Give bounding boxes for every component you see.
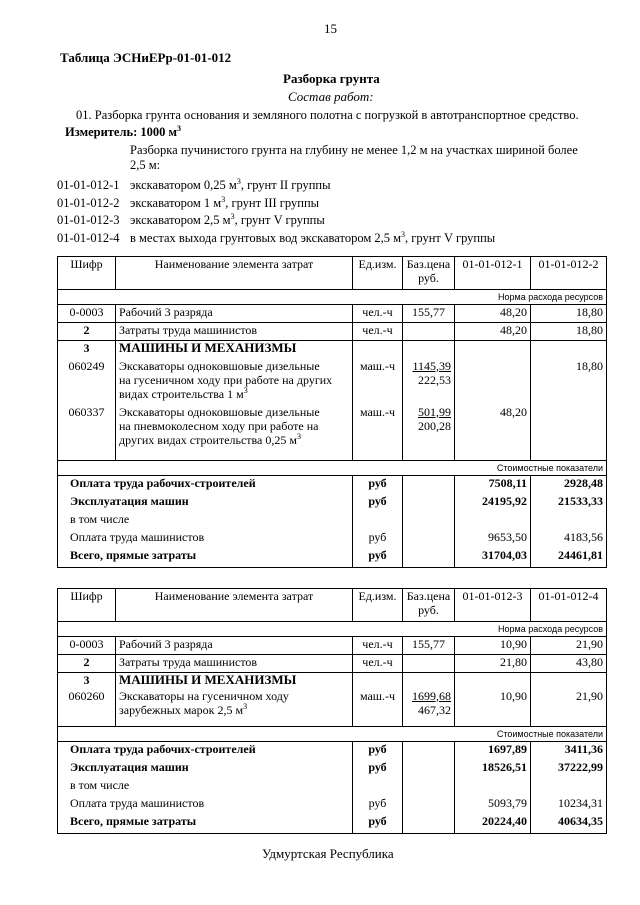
cost-row: Эксплуатация машин руб 18526,51 37222,99 [58, 760, 607, 778]
code-list-item: 01-01-012-1 экскаватором 0,25 $м^3$, грунт II группы [57, 176, 331, 192]
code-list-item: 01-01-012-4 в местах выхода грунтовых вод экскаватором 2,5 $м^3$, грунт V группы [57, 229, 496, 245]
code-list-item: 01-01-012-3 экскаватором 2,5 $м^3$, грунт V группы [57, 211, 325, 227]
norm-caption: Норма расхода ресурсов [58, 290, 607, 305]
cost-row: Всего, прямые затраты руб 20224,40 40634,35 [58, 814, 607, 834]
header-cipher: Шифр [58, 589, 116, 622]
machines-header-row: 3 МАШИНЫ И МЕХАНИЗМЫ [58, 341, 607, 359]
resource-table-2 [57, 588, 607, 834]
table-row: 060249 Экскаваторы одноковшовые дизельные на гусеничном ходу при работе на других видах строительства 1 $м^3$ маш.-ч 1145,39 222,53 18,80 [58, 359, 607, 405]
table-row: 0-0003 Рабочий 3 разряда чел.-ч 155,77 10,90 21,90 [58, 637, 607, 655]
table-row: 060337 Экскаваторы одноковшовые дизельные на пневмоколесном ходу при работе на других видах строительства 0,25 $м^3$ маш.-ч 501,99 200,28 48,20 [58, 405, 607, 461]
header-price: Баз.цена руб. [403, 589, 455, 622]
cost-row: Эксплуатация машин руб 24195,92 21533,33 [58, 494, 607, 512]
header-code-2: 01-01-012-2 [531, 257, 607, 290]
header-unit: Ед.изм. [353, 589, 403, 622]
header-code-3: 01-01-012-3 [455, 589, 531, 622]
cost-row: Всего, прямые затраты руб 31704,03 24461,81 [58, 548, 607, 568]
work-item: 01. Разборка грунта основания и земляного полотна с погрузкой в автотранспортное средство. [76, 108, 579, 122]
machines-header-row: 3 МАШИНЫ И МЕХАНИЗМЫ [58, 673, 607, 689]
header-code-4: 01-01-012-4 [531, 589, 607, 622]
meter-label: Измеритель: 1000 $м^3$ [65, 123, 182, 139]
composition-label: Состав работ: [288, 89, 374, 104]
header-cipher: Шифр [58, 257, 116, 290]
section-title: Разборка грунта [283, 71, 380, 86]
table-row: 2 Затраты труда машинистов чел.-ч 48,20 18,80 [58, 323, 607, 341]
intro-line-1: Разборка пучинистого грунта на глубину не менее 1,2 м на участках шириной более [130, 143, 578, 157]
header-name: Наименование элемента затрат [116, 589, 353, 622]
cost-row: Оплата труда рабочих-строителей руб 7508,11 2928,48 [58, 476, 607, 494]
norm-caption: Норма расхода ресурсов [58, 622, 607, 637]
table-row: 0-0003 Рабочий 3 разряда чел.-ч 155,77 48,20 18,80 [58, 305, 607, 323]
table-row: 060260 Экскаваторы на гусеничном ходу зарубежных марок 2,5 $м^3$ маш.-ч 1699,68 467,32 10,90 21,90 [58, 689, 607, 727]
table-row: 2 Затраты труда машинистов чел.-ч 21,80 43,80 [58, 655, 607, 673]
cost-caption: Стоимостные показатели [58, 727, 607, 742]
footer-region: Удмуртская Республика [262, 846, 394, 861]
cost-caption: Стоимостные показатели [58, 461, 607, 476]
cost-row: Оплата труда машинистов руб 5093,79 10234,31 [58, 796, 607, 814]
page-number: 15 [324, 21, 337, 36]
cost-row: Оплата труда машинистов руб 9653,50 4183,56 [58, 530, 607, 548]
header-price: Баз.цена руб. [403, 257, 455, 290]
header-unit: Ед.изм. [353, 257, 403, 290]
cost-row: в том числе [58, 778, 607, 796]
header-code-1: 01-01-012-1 [455, 257, 531, 290]
header-name: Наименование элемента затрат [116, 257, 353, 290]
resource-table-1 [57, 256, 607, 568]
cost-row: в том числе [58, 512, 607, 530]
cost-row: Оплата труда рабочих-строителей руб 1697,89 3411,36 [58, 742, 607, 760]
code-list-item: 01-01-012-2 экскаватором 1 $м^3$, грунт III группы [57, 194, 320, 210]
intro-line-2: 2,5 м: [130, 158, 161, 172]
table-title: Таблица ЭСНиЕРр-01-01-012 [60, 50, 232, 65]
